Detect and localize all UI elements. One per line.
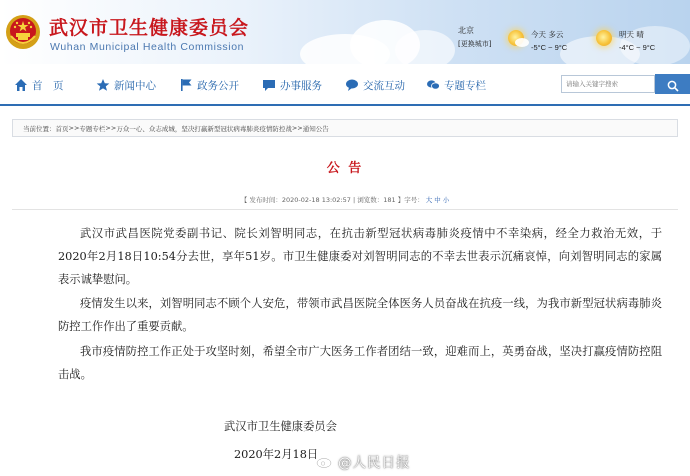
font-size-large[interactable]: 大 (425, 196, 433, 204)
weather-city (458, 25, 491, 49)
speech-icon (345, 78, 359, 92)
breadcrumb-separator: >> (105, 124, 117, 132)
breadcrumb (12, 119, 678, 137)
nav-item-label: 交流互动 (363, 79, 405, 92)
search-button[interactable] (655, 74, 690, 94)
site-header (0, 0, 690, 64)
weather-today-temp: -5°C ~ 9°C (531, 43, 568, 52)
breadcrumb-item-special[interactable]: 专题专栏 (79, 124, 106, 133)
search-icon (667, 80, 679, 92)
nav-item-interaction[interactable] (345, 76, 405, 94)
article-meta (0, 195, 690, 204)
weather-tomorrow-temp: -4°C ~ 9°C (619, 43, 656, 52)
dialogue-icon (426, 78, 440, 92)
font-size-small[interactable]: 小 (442, 196, 450, 204)
meta-divider (12, 209, 678, 210)
home-icon (14, 78, 28, 92)
nav-item-label: 专题专栏 (444, 79, 486, 92)
weibo-watermark (316, 450, 411, 472)
sun-icon (596, 30, 612, 46)
nav-item-label: 办事服务 (280, 79, 322, 92)
breadcrumb-item-home[interactable]: 首页 (55, 124, 69, 133)
weather-tomorrow-label: 明天 晴 (619, 30, 644, 39)
nav-item-news[interactable] (96, 76, 156, 94)
article-signature: 武汉市卫生健康委员会 (224, 420, 337, 433)
breadcrumb-separator: >> (291, 124, 303, 132)
article-date: 2020年2月18日 (234, 448, 319, 461)
nav-item-home[interactable] (14, 76, 64, 94)
nav-item-label: 政务公开 (197, 79, 239, 92)
article-meta-text: 【 发布时间：2020-02-18 13:02:57 | 浏览数：181 】字号： (240, 196, 424, 204)
breadcrumb-separator: >> (68, 124, 80, 132)
article-paragraph-2: 疫情发生以来，刘智明同志不顾个人安危，带领市武昌医院全体医务人员奋战在抗疫一线，为我市新型冠状病毒肺炎防控工作作出了重要贡献。 (58, 297, 662, 333)
article-paragraph-1: 武汉市武昌医院党委副书记、院长刘智明同志，在抗击新型冠状病毒肺炎疫情中不幸染病，经全力救治无效，于2020年2月18日10:54分去世，享年51岁。市卫生健康委对刘智明同志的不幸去世表示沉痛哀悼，向刘智明同志的家属表示诚挚慰问。 (58, 227, 662, 286)
nav-divider (0, 104, 690, 106)
nav-item-label: 首 页 (32, 79, 64, 92)
star-icon (96, 78, 110, 92)
breadcrumb-item-topic[interactable]: 万众一心、众志成城，坚决打赢新型冠状病毒肺炎疫情防控战 (116, 124, 292, 133)
site-title: 武汉市卫生健康委员会 (49, 17, 250, 39)
national-emblem-icon (5, 14, 41, 50)
weather-city-name: 北京 (458, 26, 474, 35)
article-paragraph-3: 我市疫情防控工作正处于攻坚时刻，希望全市广大医务工作者团结一致，迎难而上，英勇奋战，坚决打赢疫情防控阻击战。 (58, 345, 662, 381)
nav-item-services[interactable] (262, 76, 322, 94)
font-size-medium[interactable]: 中 (434, 196, 441, 204)
nav-item-gov-affairs[interactable] (179, 76, 239, 94)
breadcrumb-prefix: 当前位置： (23, 124, 56, 133)
search-input[interactable] (561, 75, 655, 93)
weather-today-label: 今天 多云 (531, 30, 564, 39)
nav-item-special-topics[interactable] (426, 76, 486, 94)
flag-icon (179, 78, 193, 92)
change-city-link[interactable]: [更换城市] (458, 40, 492, 48)
site-subtitle: Wuhan Municipal Health Commission (50, 41, 245, 53)
breadcrumb-item-notices[interactable]: 通知公告 (302, 124, 329, 133)
chat-bubble-icon (262, 78, 276, 92)
article-title: 公 告 (326, 161, 364, 176)
watermark-text: @人民日报 (338, 455, 411, 471)
weibo-logo-icon (316, 454, 334, 468)
nav-item-label: 新闻中心 (114, 79, 156, 92)
